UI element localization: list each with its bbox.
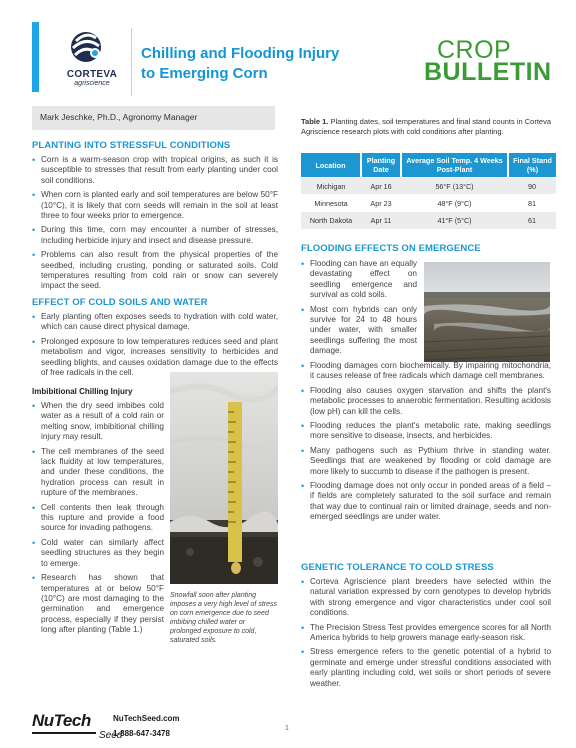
list-item: • Early planting often exposes seeds to hydration with cold water, which can cause direct physical damage. <box>32 312 278 333</box>
flooded-field-photo <box>424 262 550 362</box>
title-line-1: Chilling and Flooding Injury <box>141 45 340 62</box>
cell-location: Minnesota <box>301 195 361 212</box>
list-item: • Cell contents then leak through this rupture and provide a food source for invading pathogens. <box>32 503 164 534</box>
cell-final-stand: 81 <box>508 195 556 212</box>
list-item: • Corteva Agriscience plant breeders have selected within the natural variation expressed by corn genotypes to develop hybrids with strong emergence and vigor characteristics under cool soil conditions. <box>301 577 551 619</box>
cell-final-stand: 61 <box>508 212 556 229</box>
cell-soil-temp: 41°F (5°C) <box>401 212 508 229</box>
website-link[interactable]: NuTechSeed.com <box>113 714 180 723</box>
cell-planting-date: Apr 23 <box>361 195 401 212</box>
list-item: • Stress emergence refers to the genetic potential of a hybrid to germinate and emerge under stressful conditions associated with early planting including cold, wet soils or short periods of severe weather. <box>301 647 551 689</box>
col-header-planting-date: Planting Date <box>361 153 401 178</box>
cell-planting-date: Apr 16 <box>361 178 401 195</box>
cell-planting-date: Apr 11 <box>361 212 401 229</box>
col-header-soil-temp: Average Soil Temp. 4 Weeks Post-Plant <box>401 153 508 178</box>
col-header-final-stand: Final Stand (%) <box>508 153 556 178</box>
snow-seed-photo <box>170 372 278 584</box>
genetic-bullet-list <box>301 577 551 693</box>
list-item: • The Precision Stress Test provides emergence scores for all North America hybrids to help growers manage early-season risk. <box>301 623 551 644</box>
photo-caption: Snowfall soon after planting imposes a very high level of stress on corn emergence due to seed imbibing chilled water or prolonged exposure to cold, saturated soils. <box>170 592 277 644</box>
list-item: • Research has shown that temperatures at or below 50°F (10°C) are most damaging to the germination and emergence process, especially if they persist long after planting (Table 1.) <box>32 573 164 635</box>
cell-final-stand: 90 <box>508 178 556 195</box>
flooded-field-image <box>424 262 550 362</box>
list-item: • When the dry seed imbibes cold water as a result of a cold rain or melting snow, imbibitional chilling injury may result. <box>32 401 164 443</box>
list-item: • When corn is planted early and soil temperatures are below 50°F (10°C), it is likely that corn seeds will remain in the soil at least three to four weeks prior to emergence. <box>32 190 278 221</box>
list-item: • Flooding damage does not only occur in ponded areas of a field – if fields are completely saturated to the soil surface and remain that way due to continual rain or limited drainage, seeds and non-emerged seedlings are under water. <box>301 481 551 523</box>
table-caption-text: Planting dates, soil temperatures and final stand counts in Corteva Agriscience research plots with cold conditions after planting. <box>301 117 552 136</box>
table-row <box>301 178 556 195</box>
logo-subtext: agriscience <box>74 80 110 87</box>
list-item: • Flooding also causes oxygen starvation and shifts the plant's metabolic processes to anaerobic fermentation. Resulting acidosis (low pH) can kill the cells. <box>301 386 551 417</box>
list-item: • Most corn hybrids can only survive for 24 to 48 hours under water, with smaller seedlings suffering the most damage. <box>301 305 417 357</box>
list-item: • During this time, corn may encounter a number of stresses, including herbicide injury and insect and disease pressure. <box>32 225 278 246</box>
page-title <box>141 44 371 84</box>
cell-soil-temp: 48°F (9°C) <box>401 195 508 212</box>
corteva-logo-icon <box>58 26 126 68</box>
flooding-side-bullet-list <box>301 259 417 361</box>
cell-location: Michigan <box>301 178 361 195</box>
crop-label: CROP <box>437 36 512 64</box>
list-item: • Problems can also result from the physical properties of the seedbed, including crusting, ponding or saturated soils. Cold temperatures resulting from cold rain or snow can severely impact the seed. <box>32 250 278 292</box>
section-heading-cold: EFFECT OF COLD SOILS AND WATER <box>32 297 208 308</box>
stand-table <box>301 153 556 229</box>
nutech-logo-underline <box>32 732 96 734</box>
cell-location: North Dakota <box>301 212 361 229</box>
page-number: 1 <box>285 725 289 732</box>
table-caption-label: Table 1. <box>301 117 329 126</box>
col-header-location: Location <box>301 153 361 178</box>
accent-bar <box>32 22 39 92</box>
logo-wordmark: CORTEVA <box>66 69 118 80</box>
list-item: • Many pathogens such as Pythium thrive in standing water. Seedlings that are weakened by flooding or cold damage are more likely to succumb to disease if the pathogen is present. <box>301 446 551 477</box>
list-item: • Flooding reduces the plant's metabolic rate, making seedlings more sensitive to disease, insects, and herbicides. <box>301 421 551 442</box>
subheading-imbibitional: Imbibitional Chilling Injury <box>32 387 133 396</box>
list-item: • The cell membranes of the seed lack fluidity at low temperatures, and under these conditions, the hydration process can result in rupture of the membranes. <box>32 447 164 499</box>
table-header-row <box>301 153 556 178</box>
section-heading-flooding: FLOODING EFFECTS ON EMERGENCE <box>301 243 481 254</box>
nutech-logo: NuTech <box>32 711 91 730</box>
table-row <box>301 195 556 212</box>
snow-seed-image <box>170 372 278 584</box>
list-item: • Prolonged exposure to low temperatures reduces seed and plant metabolism and vigor, increases sensitivity to herbicides and seedling blights, and causes oxidation damage due to the effects of free radicals in the cell. <box>32 337 278 379</box>
table-caption <box>301 117 556 136</box>
phone-number: 1-888-647-3478 <box>113 729 170 738</box>
nutech-seed-word: Seed <box>99 730 123 741</box>
planting-bullet-list <box>32 155 278 296</box>
bulletin-label: BULLETIN <box>424 58 552 86</box>
header-divider <box>131 28 132 96</box>
section-heading-planting: PLANTING INTO STRESSFUL CONDITIONS <box>32 140 231 151</box>
list-item: • Cold water can similarly affect seedling structures as they begin to emerge. <box>32 538 164 569</box>
list-item: • Corn is a warm-season crop with tropical origins, as such it is susceptible to stresses that result from early planting under cool soil conditions. <box>32 155 278 186</box>
imbibitional-bullet-list <box>32 401 164 640</box>
list-item: • Flooding can have an equally devastating effect on seedling emergence and survival as cold soils. <box>301 259 417 301</box>
flooding-bullet-list <box>301 361 551 527</box>
table-row <box>301 212 556 229</box>
section-heading-genetic: GENETIC TOLERANCE TO COLD STRESS <box>301 562 494 573</box>
title-line-2: to Emerging Corn <box>141 65 268 82</box>
author-name: Mark Jeschke, Ph.D., Agronomy Manager <box>40 112 198 122</box>
cell-soil-temp: 56°F (13°C) <box>401 178 508 195</box>
list-item: • Flooding damages corn biochemically. By impairing mitochondria, it causes release of free radicals which damage cell membranes. <box>301 361 551 382</box>
